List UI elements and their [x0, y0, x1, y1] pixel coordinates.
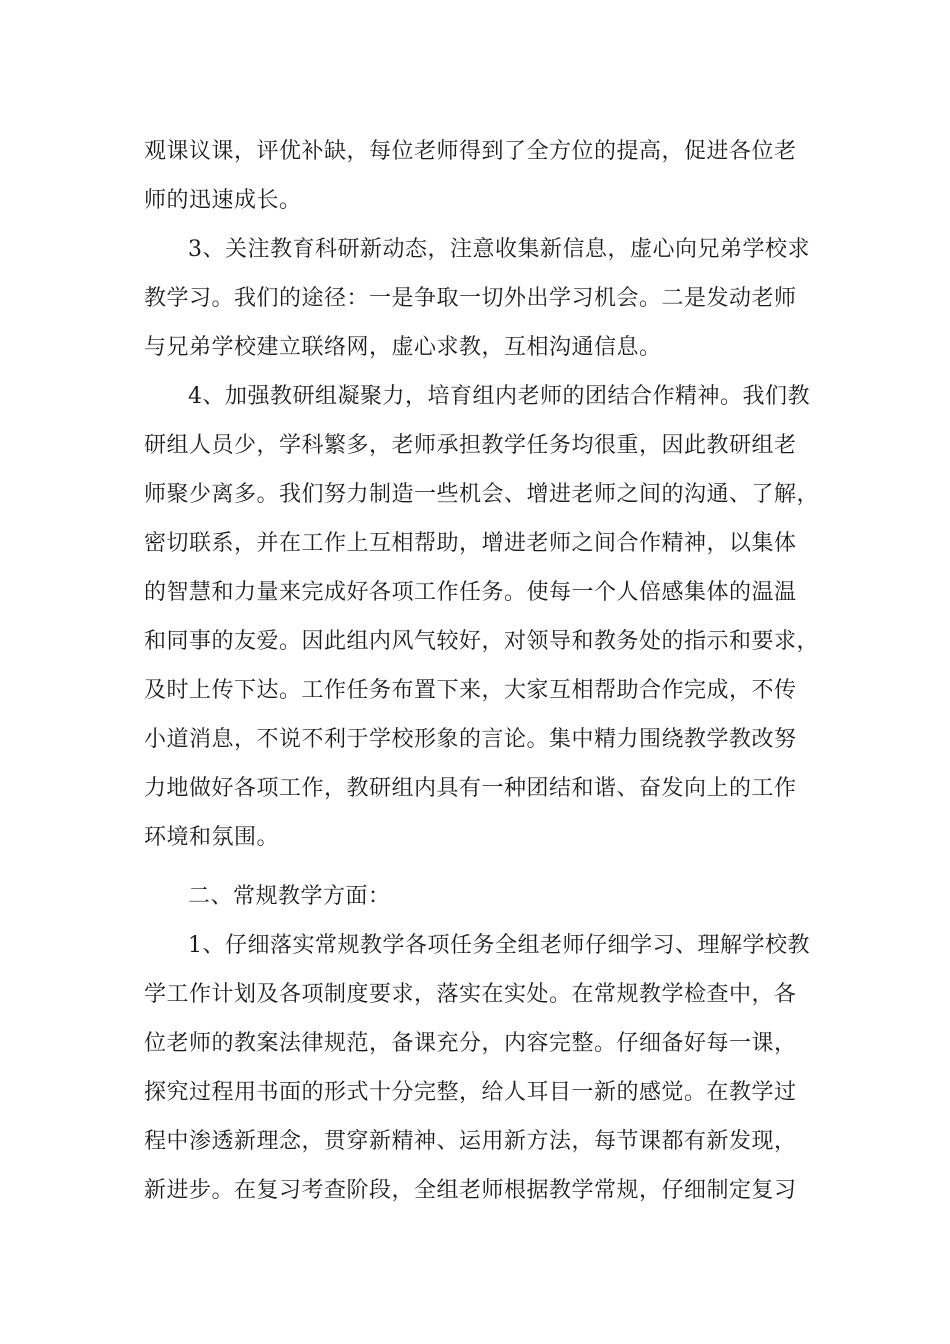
text-line: 小道消息，不说不利于学校形象的言论。集中精力围绕教学教改努: [144, 727, 797, 752]
section-heading: 二、常规教学方面：: [188, 884, 391, 909]
text-line: 位老师的教案法律规范，备课充分，内容完整。仔细备好每一课，: [144, 1031, 797, 1056]
text-line: 和同事的友爱。因此组内风气较好，对领导和教务处的指示和要求，: [144, 629, 820, 654]
text-line: 力地做好各项工作，教研组内具有一种团结和谐、奋发向上的工作: [144, 776, 797, 801]
text-line: 与兄弟学校建立联络网，虚心求教，互相沟通信息。: [144, 335, 662, 360]
paragraph-4-start: 4、加强教研组凝聚力，培育组内老师的团结合作精神。我们教: [188, 384, 810, 409]
text-line: 师的迅速成长。: [144, 188, 302, 213]
text-line: 教学习。我们的途径：一是争取一切外出学习机会。二是发动老师: [144, 286, 797, 311]
text-line: 新进步。在复习考查阶段，全组老师根据教学常规，仔细制定复习: [144, 1178, 797, 1203]
text-line: 师聚少离多。我们努力制造一些机会、增进老师之间的沟通、了解，: [144, 482, 820, 507]
paragraph-1-start: 1、仔细落实常规教学各项任务全组老师仔细学习、理解学校教: [188, 933, 810, 958]
text-line: 的智慧和力量来完成好各项工作任务。使每一个人倍感集体的温温: [144, 580, 797, 605]
paragraph-3-start: 3、关注教育科研新动态，注意收集新信息，虚心向兄弟学校求: [188, 237, 810, 262]
text-line: 探究过程用书面的形式十分完整，给人耳目一新的感觉。在教学过: [144, 1080, 797, 1105]
text-line: 研组人员少，学科繁多，老师承担教学任务均很重，因此教研组老: [144, 433, 797, 458]
text-line: 学工作计划及各项制度要求，落实在实处。在常规教学检查中，各: [144, 982, 797, 1007]
text-line: 环境和氛围。: [144, 825, 280, 850]
text-line: 及时上传下达。工作任务布置下来，大家互相帮助合作完成，不传: [144, 678, 797, 703]
text-line: 程中渗透新理念，贯穿新精神、运用新方法，每节课都有新发现，: [144, 1129, 797, 1154]
text-line: 密切联系，并在工作上互相帮助，增进老师之间合作精神，以集体: [144, 531, 797, 556]
text-line: 观课议课，评优补缺，每位老师得到了全方位的提高，促进各位老: [144, 139, 797, 164]
